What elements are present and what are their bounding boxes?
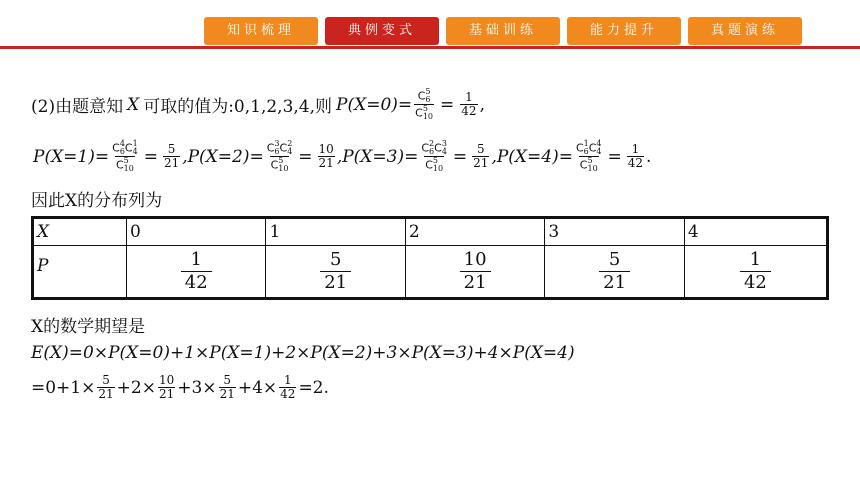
p-value-3: 5 21 xyxy=(545,246,684,299)
row-label-x: X xyxy=(33,218,127,246)
distribution-intro: 因此X的分布列为 xyxy=(31,191,163,211)
tab-exam-practice[interactable]: 真题演练 xyxy=(688,17,802,45)
row-label-p: P xyxy=(33,246,127,299)
p-value-1: 5 21 xyxy=(266,246,405,299)
x-value-2: 2 xyxy=(405,218,544,246)
x-value-4: 4 xyxy=(684,218,827,246)
p-value-4: 1 42 xyxy=(684,246,827,299)
expectation-intro: X的数学期望是 xyxy=(31,317,146,337)
p0-combination-fraction: C 5 6 C 5 10 xyxy=(415,87,434,121)
header-divider xyxy=(0,46,860,49)
p3-lhs: ,P(X=3)= xyxy=(336,146,419,167)
var-x: X xyxy=(127,94,140,115)
p4-combination-fraction: C 1 6 C 4 4 C 5 10 xyxy=(575,139,602,173)
p-value-2: 10 21 xyxy=(405,246,544,299)
tab-example-variants[interactable]: 典例变式 xyxy=(325,17,439,45)
expectation-computation: =0+1× $\frac{5}{21}$ +2× $\frac{10}{21}$ +3× $\frac{5}{21}$ +4× $\frac{1}{42}$ =2. xyxy=(31,373,329,401)
p4-lhs: ,P(X=4)= xyxy=(491,146,573,167)
distribution-table xyxy=(31,216,829,300)
tab-ability-improvement[interactable]: 能力提升 xyxy=(567,17,681,45)
x-value-1: 1 xyxy=(266,218,405,246)
p2-value-fraction: $\frac{10}{21}$ xyxy=(318,142,334,170)
p3-value-fraction: $\frac{5}{21}$ xyxy=(473,142,489,170)
tab-basic-training[interactable]: 基础训练 xyxy=(446,17,560,45)
solution-line-2: P(X=1)= C 4 6 C 1 4 C 5 10 = $\frac{5}{21}$ ,P(X=2)= C 3 6 C 2 4 C 5 10 = $\frac{10}{21}$ ,P(X=3)= C 2 6 C 3 4 C 5 10 = $\frac{5}{21}$ ,P(X=4)= C 1 6 C 4 4 C 5 10 = $\frac{1}{42}$ . xyxy=(33,139,652,173)
p1-value-fraction: $\frac{5}{21}$ xyxy=(163,142,180,170)
section-tabs xyxy=(204,17,802,45)
expectation-formula: E(X)=0×P(X=0)+1×P(X=1)+2×P(X=2)+3×P(X=3)+4×P(X=4) xyxy=(31,343,575,363)
intro-text: (2)由题意知 xyxy=(31,97,124,117)
comma: , xyxy=(479,94,485,115)
p2-combination-fraction: C 3 6 C 2 4 C 5 10 xyxy=(266,139,293,173)
intro-rest: 可取的值为:0,1,2,3,4,则 xyxy=(143,97,333,117)
p0-lhs: P(X=0)= xyxy=(336,94,413,115)
p-value-0: 1 42 xyxy=(127,246,266,299)
p2-lhs: ,P(X=2)= xyxy=(182,146,264,167)
p1-combination-fraction: C 4 6 C 1 4 C 5 10 xyxy=(112,139,138,173)
p1-lhs: P(X=1)= xyxy=(33,146,110,167)
table-row-x xyxy=(33,218,828,246)
x-value-0: 0 xyxy=(127,218,266,246)
solution-line-1 xyxy=(31,88,485,121)
equals: = xyxy=(440,94,455,115)
p0-value-fraction: $\frac{1}{42}$ xyxy=(461,90,477,118)
x-value-3: 3 xyxy=(545,218,684,246)
p4-value-fraction: $\frac{1}{42}$ xyxy=(627,142,644,170)
tab-knowledge-review[interactable]: 知识梳理 xyxy=(204,17,318,45)
table-row-p xyxy=(33,246,828,299)
p3-combination-fraction: C 2 6 C 3 4 C 5 10 xyxy=(421,139,447,173)
